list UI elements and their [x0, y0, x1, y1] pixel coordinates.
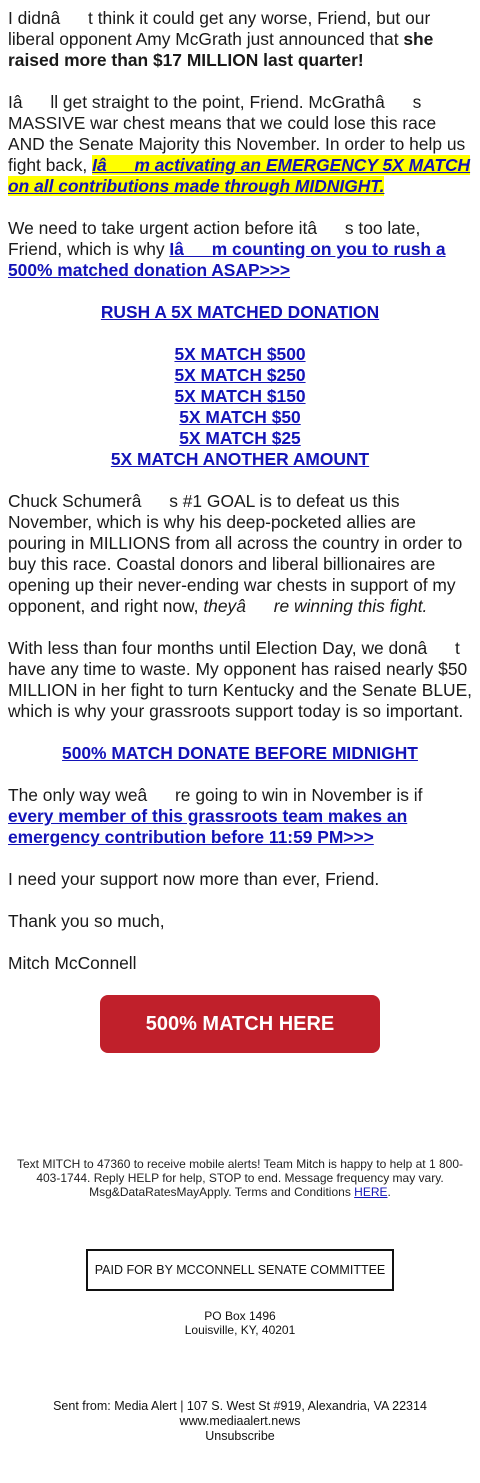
schumer-italic: theyâre winning this fight. [203, 596, 428, 616]
schumer-paragraph [8, 491, 472, 617]
address-line-1: PO Box 1496 [204, 1309, 276, 1323]
cta-wrapper [8, 995, 472, 1053]
spacer [8, 1053, 472, 1157]
election-paragraph: With less than four months until Election Day, we donât have any time to waste. My opponent has raised nearly $50 MILLION in her fight to turn Kentucky and the Senate BLUE, which is why your grassroots support today is so important. [8, 638, 473, 721]
spacer [8, 1337, 472, 1399]
donate-50-link[interactable]: 5X MATCH $50 [179, 407, 301, 427]
sent-from-line: Sent from: Media Alert | 107 S. West St #919, Alexandria, VA 22314 [53, 1399, 427, 1413]
schumer-text: Chuck Schumerâs #1 GOAL is to defeat us this November, which is why his deep-pocketed allies are pouring in MILLIONS from all across the country in order to buy this race. Coastal donors and liberal billionaires are opening up their never-ending war chests in support of my opponent, and right now, [8, 491, 463, 616]
paid-for-disclaimer: PAID FOR BY MCCONNELL SENATE COMMITTEE [86, 1249, 394, 1291]
intro-bold: she raised more than $17 MILLION last quarter! [8, 29, 434, 70]
intro-text: I didnât think it could get any worse, Friend, but our liberal opponent Amy McGrath just announced that [8, 8, 431, 49]
unsubscribe-link[interactable]: Unsubscribe [205, 1429, 275, 1443]
emergency-contribution-link[interactable]: every member of this grassroots team makes an emergency contribution before 11:59 PM>>> [8, 806, 408, 847]
donate-other-amount-link[interactable]: 5X MATCH ANOTHER AMOUNT [110, 449, 370, 469]
action-paragraph [8, 218, 472, 281]
terms-link[interactable]: HERE [354, 1185, 388, 1199]
donate-150-link[interactable]: 5X MATCH $150 [174, 386, 306, 406]
donate-500-link[interactable]: 5X MATCH $500 [174, 344, 306, 364]
urgency-text: Iâll get straight to the point, Friend. McGrathâs MASSIVE war chest means that we could lose this race AND the Senate Majority this November. In order to help us fight back, [8, 92, 466, 175]
sms-notice-end: . [387, 1185, 391, 1199]
signature: Mitch McConnell [8, 953, 137, 973]
grassroots-text: The only way weâre going to win in November is if [8, 785, 423, 805]
match-block [8, 743, 472, 764]
match-here-button[interactable]: 500% MATCH HERE [100, 995, 380, 1053]
thanks-paragraph: Thank you so much, [8, 911, 165, 931]
rush-block [8, 302, 472, 323]
mailing-address [8, 1309, 472, 1337]
donate-25-link[interactable]: 5X MATCH $25 [179, 428, 301, 448]
spacer [8, 1199, 472, 1249]
address-line-2: Louisville, KY, 40201 [184, 1323, 296, 1337]
sms-notice [10, 1157, 470, 1199]
donation-options [8, 344, 472, 470]
sent-from-footer [8, 1399, 472, 1444]
emergency-match-link[interactable]: Iâm activating an EMERGENCY 5X MATCH on all contributions made through MIDNIGHT. [8, 155, 471, 196]
grassroots-paragraph [8, 785, 472, 848]
rush-donation-link[interactable]: Iâm counting on you to rush a 500% matched donation ASAP>>> [8, 239, 446, 280]
urgency-paragraph [8, 92, 472, 197]
support-paragraph: I need your support now more than ever, Friend. [8, 869, 380, 889]
website-line: www.mediaalert.news [179, 1414, 301, 1428]
intro-paragraph [8, 8, 472, 71]
action-text: We need to take urgent action before itâs too late, Friend, which is why [8, 218, 421, 259]
match-before-midnight-link[interactable]: 500% MATCH DONATE BEFORE MIDNIGHT [62, 743, 418, 763]
sms-notice-text: Text MITCH to 47360 to receive mobile alerts! Team Mitch is happy to help at 1 800-403-1744. Reply HELP for help, STOP to end. Message frequency may vary. Msg&DataRatesMayApply. Terms and Conditions [17, 1157, 463, 1199]
email-body [0, 8, 480, 1444]
spacer [8, 1291, 472, 1309]
rush-5x-matched-donation-link[interactable]: RUSH A 5X MATCHED DONATION [100, 302, 380, 322]
donate-250-link[interactable]: 5X MATCH $250 [174, 365, 306, 385]
